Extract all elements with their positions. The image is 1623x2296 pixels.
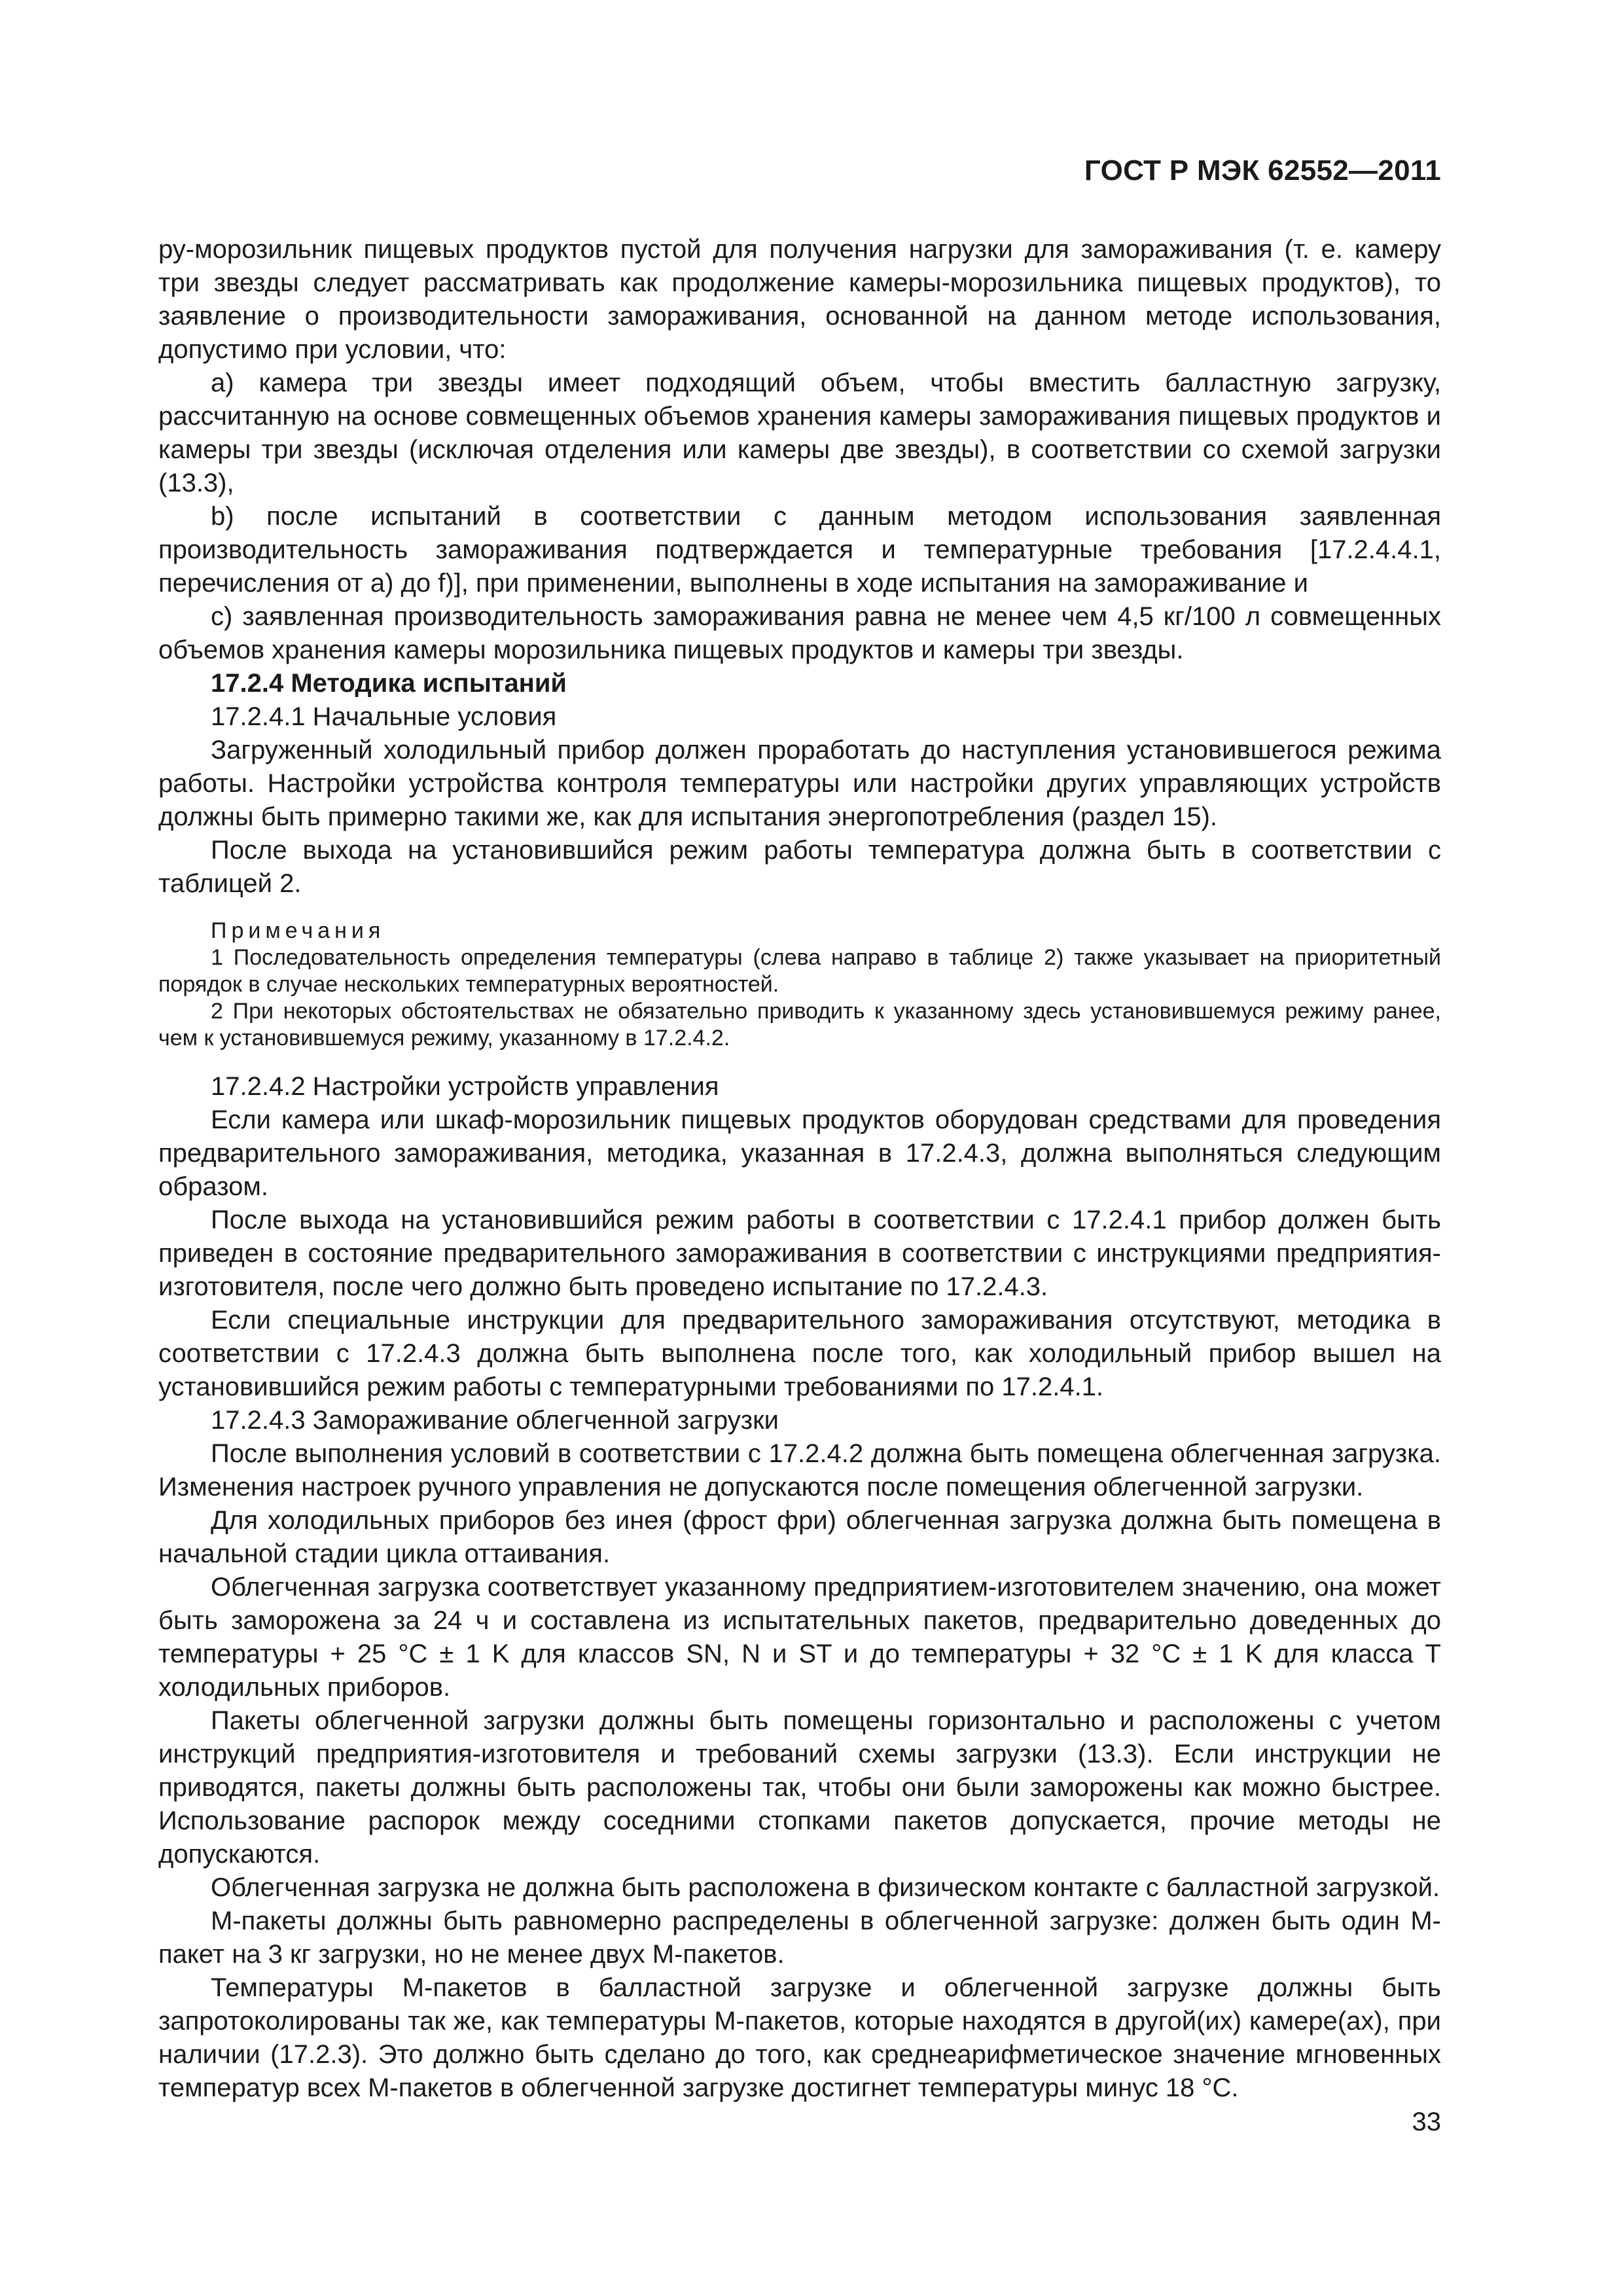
paragraph: М-пакеты должны быть равномерно распределены в облегченной загрузке: должен быть один М-пакет на 3 кг загрузки, но не менее двух М-пакетов. bbox=[158, 1907, 1441, 1969]
note-item: 1 Последовательность определения температуры (слева направо в таблице 2) также указывает на приоритетный порядок в случае нескольких температурных вероятностей. bbox=[158, 945, 1441, 997]
paragraph: Пакеты облегченной загрузки должны быть помещены горизонтально и расположены с учетом инструкций предприятия-изготовителя и требований схемы загрузки (13.3). Если инструкции не приводятся, пакеты должны быть расположены так, чтобы они были заморожены как можно быстрее. Использование распорок между соседними стопками пакетов допускается, прочие методы не допускаются. bbox=[158, 1706, 1441, 1869]
section-heading: 17.2.4 Методика испытаний bbox=[211, 669, 567, 698]
paragraph: После выхода на установившийся режим работы температура должна быть в соответствии с таблицей 2. bbox=[158, 836, 1441, 898]
note-item: 2 При некоторых обстоятельствах не обязательно приводить к указанному здесь установившемуся режиму ранее, чем к установившемуся режиму, указанному в 17.2.4.2. bbox=[158, 999, 1441, 1050]
paragraph: После выхода на установившийся режим работы в соответствии с 17.2.4.1 прибор должен быть приведен в состояние предварительного замораживания в соответствии с инструкциями предприятия-изготовителя, после чего должно быть проведено испытание по 17.2.4.3. bbox=[158, 1206, 1441, 1301]
document-body bbox=[158, 233, 1441, 2105]
paragraph-continuation: ру-морозильник пищевых продуктов пустой для получения нагрузки для замораживания (т. е. камеру три звезды следует рассматривать как продолжение камеры-морозильника пищевых продуктов), то заявление о производительности замораживания, основанной на данном методе использования, допустимо при условии, что: bbox=[158, 235, 1441, 364]
paragraph: Загруженный холодильный прибор должен проработать до наступления установившегося режима работы. Настройки устройства контроля температуры или настройки других управляющих устройств должны быть примерно такими же, как для испытания энергопотребления (раздел 15). bbox=[158, 736, 1441, 831]
paragraph: Облегченная загрузка не должна быть расположена в физическом контакте с балластной загрузкой. bbox=[211, 1873, 1440, 1902]
page-number: 33 bbox=[1412, 2108, 1441, 2136]
notes-block bbox=[158, 918, 1441, 1052]
subsection-heading: 17.2.4.3 Замораживание облегченной загрузки bbox=[211, 1406, 779, 1435]
paragraph: Облегченная загрузка соответствует указанному предприятием-изготовителем значению, она может быть заморожена за 24 ч и составлена из испытательных пакетов, предварительно доведенных до температуры + 25 °C ± 1 K для классов SN, N и ST и до температуры + 32 °C ± 1 K для класса T холодильных приборов. bbox=[158, 1573, 1441, 1702]
notes-title: Примечания bbox=[211, 918, 385, 943]
list-item-c: c) заявленная производительность замораживания равна не менее чем 4,5 кг/100 л совмещенных объемов хранения камеры морозильника пищевых продуктов и камеры три звезды. bbox=[158, 602, 1441, 664]
subsection-heading: 17.2.4.2 Настройки устройств управления bbox=[211, 1072, 719, 1101]
paragraph: После выполнения условий в соответствии с 17.2.4.2 должна быть помещена облегченная загрузка. Изменения настроек ручного управления не допускаются после помещения облегченной загрузки. bbox=[158, 1439, 1441, 1501]
list-item-b: b) после испытаний в соответствии с данным методом использования заявленная производительность замораживания подтверждается и температурные требования [17.2.4.4.1, перечисления от а) до f)], при применении, выполнены в ходе испытания на замораживание и bbox=[158, 502, 1441, 598]
subsection-heading: 17.2.4.1 Начальные условия bbox=[211, 702, 557, 731]
paragraph: Температуры М-пакетов в балластной загрузке и облегченной загрузке должны быть запротоколированы так же, как температуры М-пакетов, которые находятся в другой(их) камере(ах), при наличии (17.2.3). Это должно быть сделано до того, как среднеарифметическое значение мгновенных температур всех М-пакетов в облегченной загрузке достигнет температуры минус 18 °C. bbox=[158, 1973, 1441, 2102]
paragraph: Если специальные инструкции для предварительного замораживания отсутствуют, методика в соответствии с 17.2.4.3 должна быть выполнена после того, как холодильный прибор вышел на установившийся режим работы с температурными требованиями по 17.2.4.1. bbox=[158, 1306, 1441, 1401]
paragraph: Если камера или шкаф-морозильник пищевых продуктов оборудован средствами для проведения предварительного замораживания, методика, указанная в 17.2.4.3, должна выполняться следующим образом. bbox=[158, 1105, 1441, 1201]
paragraph: Для холодильных приборов без инея (фрост фри) облегченная загрузка должна быть помещена в начальной стадии цикла оттаивания. bbox=[158, 1506, 1441, 1568]
document-header: ГОСТ Р МЭК 62552—2011 bbox=[1084, 154, 1441, 187]
list-item-a: a) камера три звезды имеет подходящий объем, чтобы вместить балластную загрузку, рассчитанную на основе совмещенных объемов хранения камеры замораживания пищевых продуктов и камеры три звезды (исключая отделения или камеры две звезды), в соответствии со схемой загрузки (13.3), bbox=[158, 368, 1441, 497]
